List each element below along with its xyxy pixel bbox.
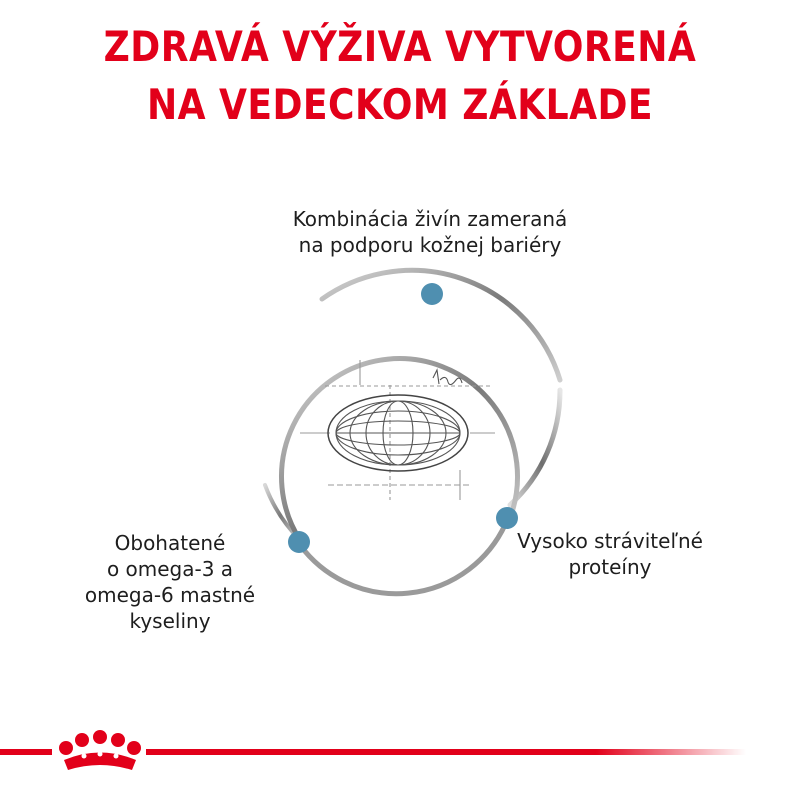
benefit-dot-right [496,507,518,529]
benefit-dot-top [421,283,443,305]
bottom-brand-bar-left [0,749,52,755]
title-line-2: NA VEDECKOM ZÁKLADE [146,80,654,129]
benefit-dot-left [288,531,310,553]
benefit-label-omega: Obohatené o omega-3 a omega-6 mastné kyseliny [84,531,256,633]
benefit-label-skin-barrier: Kombinácia živín zameraná na podporu kožnej bariéry [292,207,568,257]
inner-ring-arc-bottom [300,525,505,594]
royal-canin-crown-logo [59,730,141,770]
benefit-label-proteins: Vysoko stráviteľné proteíny [517,529,703,579]
bottom-brand-bar-right [146,749,746,755]
title-line-1: ZDRAVÁ VÝŽIVA VYTVORENÁ [103,22,697,71]
